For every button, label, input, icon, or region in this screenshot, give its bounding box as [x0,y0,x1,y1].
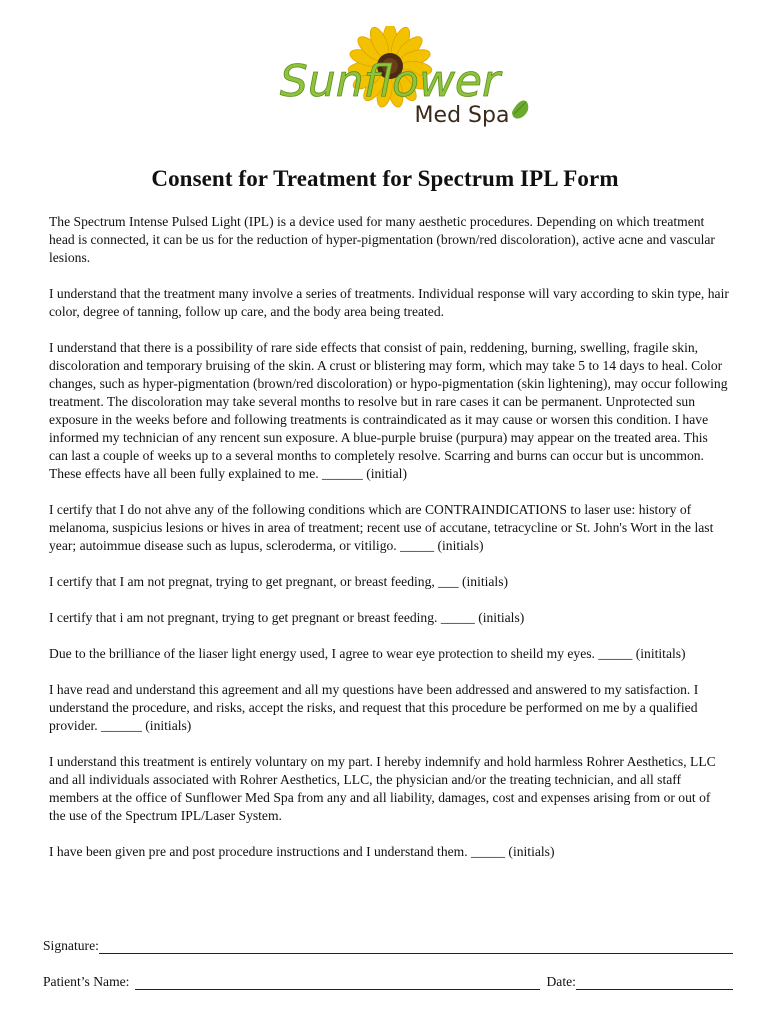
patient-name-date-row [43,974,733,990]
sunflower-logo-graphic [250,26,530,138]
paragraph-contraindications: I certify that I do not ahve any of the following conditions which are CONTRAINDICATIONS to laser use: history of melanoma, suspicius lesions or hives in area of treatment; recent use of accutane, tetracycline or St. John's Wort in the last year; autoimmue disease such as lupus, scleroderma, or vitiligo. _____ (initials) [49,502,714,553]
date-field[interactable] [576,975,733,990]
paragraph-eye-protection: Due to the brilliance of the liaser light energy used, I agree to wear eye protection to sheild my eyes. _____ (inititals) [49,646,686,661]
signature-field[interactable] [99,939,733,954]
brand-tagline-text: Med Spa [414,103,510,128]
signature-row [43,938,733,954]
paragraph-agreement: I have read and understand this agreement and all my questions have been addressed and answered to my satisfaction. I understand the procedure, and risks, accept the risks, and request that this procedure be performed on me by a qualified provider. ______ (initials) [49,682,699,733]
consent-body [49,213,729,879]
paragraph-not-pregnant-1: I certify that I am not pregnat, trying to get pregnant, or breast feeding, ___ (initials) [49,574,509,589]
patient-name-field[interactable] [135,975,540,990]
paragraph-series-of-treatments: I understand that the treatment many involve a series of treatments. Individual response will vary according to skin type, hair color, degree of tanning, follow up care, and the body area being treated. [49,286,729,319]
brand-name-text: Sunflower [279,56,501,107]
paragraph-ipl-description: The Spectrum Intense Pulsed Light (IPL) is a device used for many aesthetic procedures. Depending on which treatment head is connected, it can be us for the reduction of hyper-pigmentation (brown/red discoloration), active acne and vascular lesions. [49,214,715,265]
date-label: Date: [546,974,576,989]
signature-label: Signature: [43,938,99,953]
patient-name-label: Patient’s Name: [43,974,130,989]
leaf-icon [512,101,528,119]
sunflower-med-spa-logo [250,26,530,138]
paragraph-not-pregnant-2: I certify that i am not pregnant, trying to get pregnant or breast feeding. _____ (initials) [49,610,525,625]
paragraph-instructions: I have been given pre and post procedure instructions and I understand them. _____ (initials) [49,844,555,859]
paragraph-indemnify: I understand this treatment is entirely voluntary on my part. I hereby indemnify and hold harmless Rohrer Aesthetics, LLC and all individuals associated with Rohrer Aesthetics, LLC, the physician and/or the treating technician, and all staff members at the office of Sunflower Med Spa from any and all liability, damages, cost and expenses arising from or out of the use of the Spectrum IPL/Laser System. [49,754,716,823]
page-title: Consent for Treatment for Spectrum IPL Form [151,166,619,191]
paragraph-side-effects: I understand that there is a possibility of rare side effects that consist of pain, reddening, burning, swelling, fragile skin, discoloration and temporary bruising of the skin. A crust or blistering may form, which may take 5 to 14 days to heal. Color changes, such as hyper-pigmentation (brown/red discoloration) or hypo-pigmentation (skin lightening), may occur following treatment. The discoloration may take several months to resolve but in rare cases it can be permanent. Unprotected sun exposure in the weeks before and following treatments is contraindicated as it may cause or worsen this condition. I have informed my technician of any rencent sun exposure. A blue-purple bruise (purpura) may appear on the treated area. This can last a couple of weeks up to a several months to completely resolve. Scarring and burns can occur but is uncommon. These effects have all been fully explained to me. ______ (initial) [49,340,728,481]
